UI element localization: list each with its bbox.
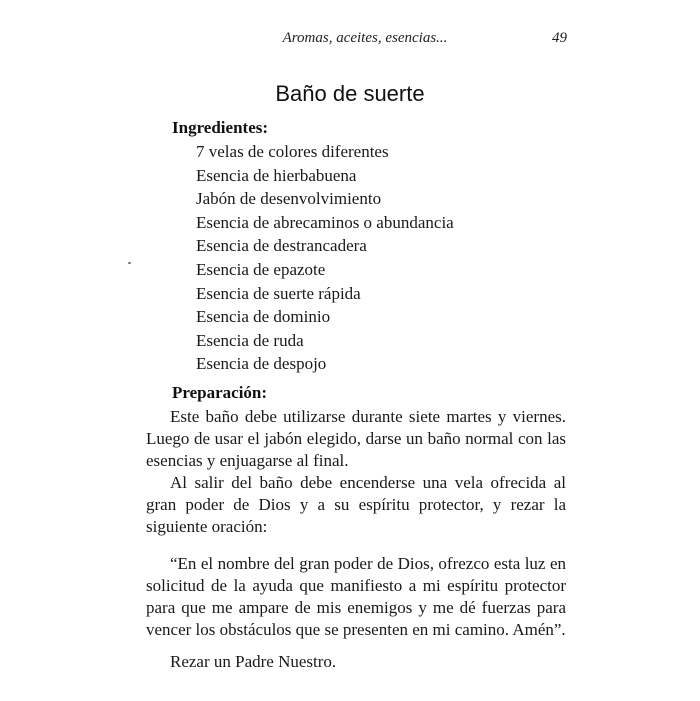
ingredient-item: Esencia de epazote [196, 259, 326, 279]
recipe-title: Baño de suerte [275, 81, 425, 106]
ingredient-item: Esencia de dominio [196, 307, 331, 327]
ingredients-heading: Ingredientes: [172, 118, 269, 137]
page-number: 49 [552, 30, 567, 46]
ingredient-list [196, 140, 454, 376]
ingredient-item: 7 velas de colores diferentes [196, 142, 389, 161]
preparation-paragraph: Este baño debe utilizarse durante siete martes y viernes. Luego de usar el jabón elegido, darse un baño normal con las esencias y enjuagarse al final. [146, 407, 566, 470]
ingredient-item: Jabón de desenvolvimiento [196, 189, 382, 209]
ingredient-item: Esencia de destrancadera [196, 236, 367, 256]
ingredient-item: Esencia de despojo [196, 354, 327, 374]
preparation-heading: Preparación: [172, 383, 268, 402]
scan-speck [128, 262, 131, 264]
closing-instruction: Rezar un Padre Nuestro. [170, 652, 337, 671]
ingredient-item: Esencia de suerte rápida [196, 283, 361, 303]
ingredient-item: Esencia de abrecaminos o abundancia [196, 212, 454, 232]
ingredient-item: Esencia de ruda [196, 330, 304, 350]
running-title: Aromas, aceites, esencias... [282, 30, 448, 46]
ingredient-item: Esencia de hierbabuena [196, 165, 357, 185]
prayer-text: “En el nombre del gran poder de Dios, ofrezco esta luz en solicitud de la ayuda que manifiesto a mi espíritu protector para que me ampare de mis enemigos y me dé fuerzas para vencer los obstáculos que se presenten en mi camino. Amén”. [146, 554, 566, 639]
running-header [0, 30, 700, 54]
preparation-paragraph: Al salir del baño debe encenderse una vela ofrecida al gran poder de Dios y a su espíritu protector, y rezar la siguiente oración: [146, 473, 566, 536]
